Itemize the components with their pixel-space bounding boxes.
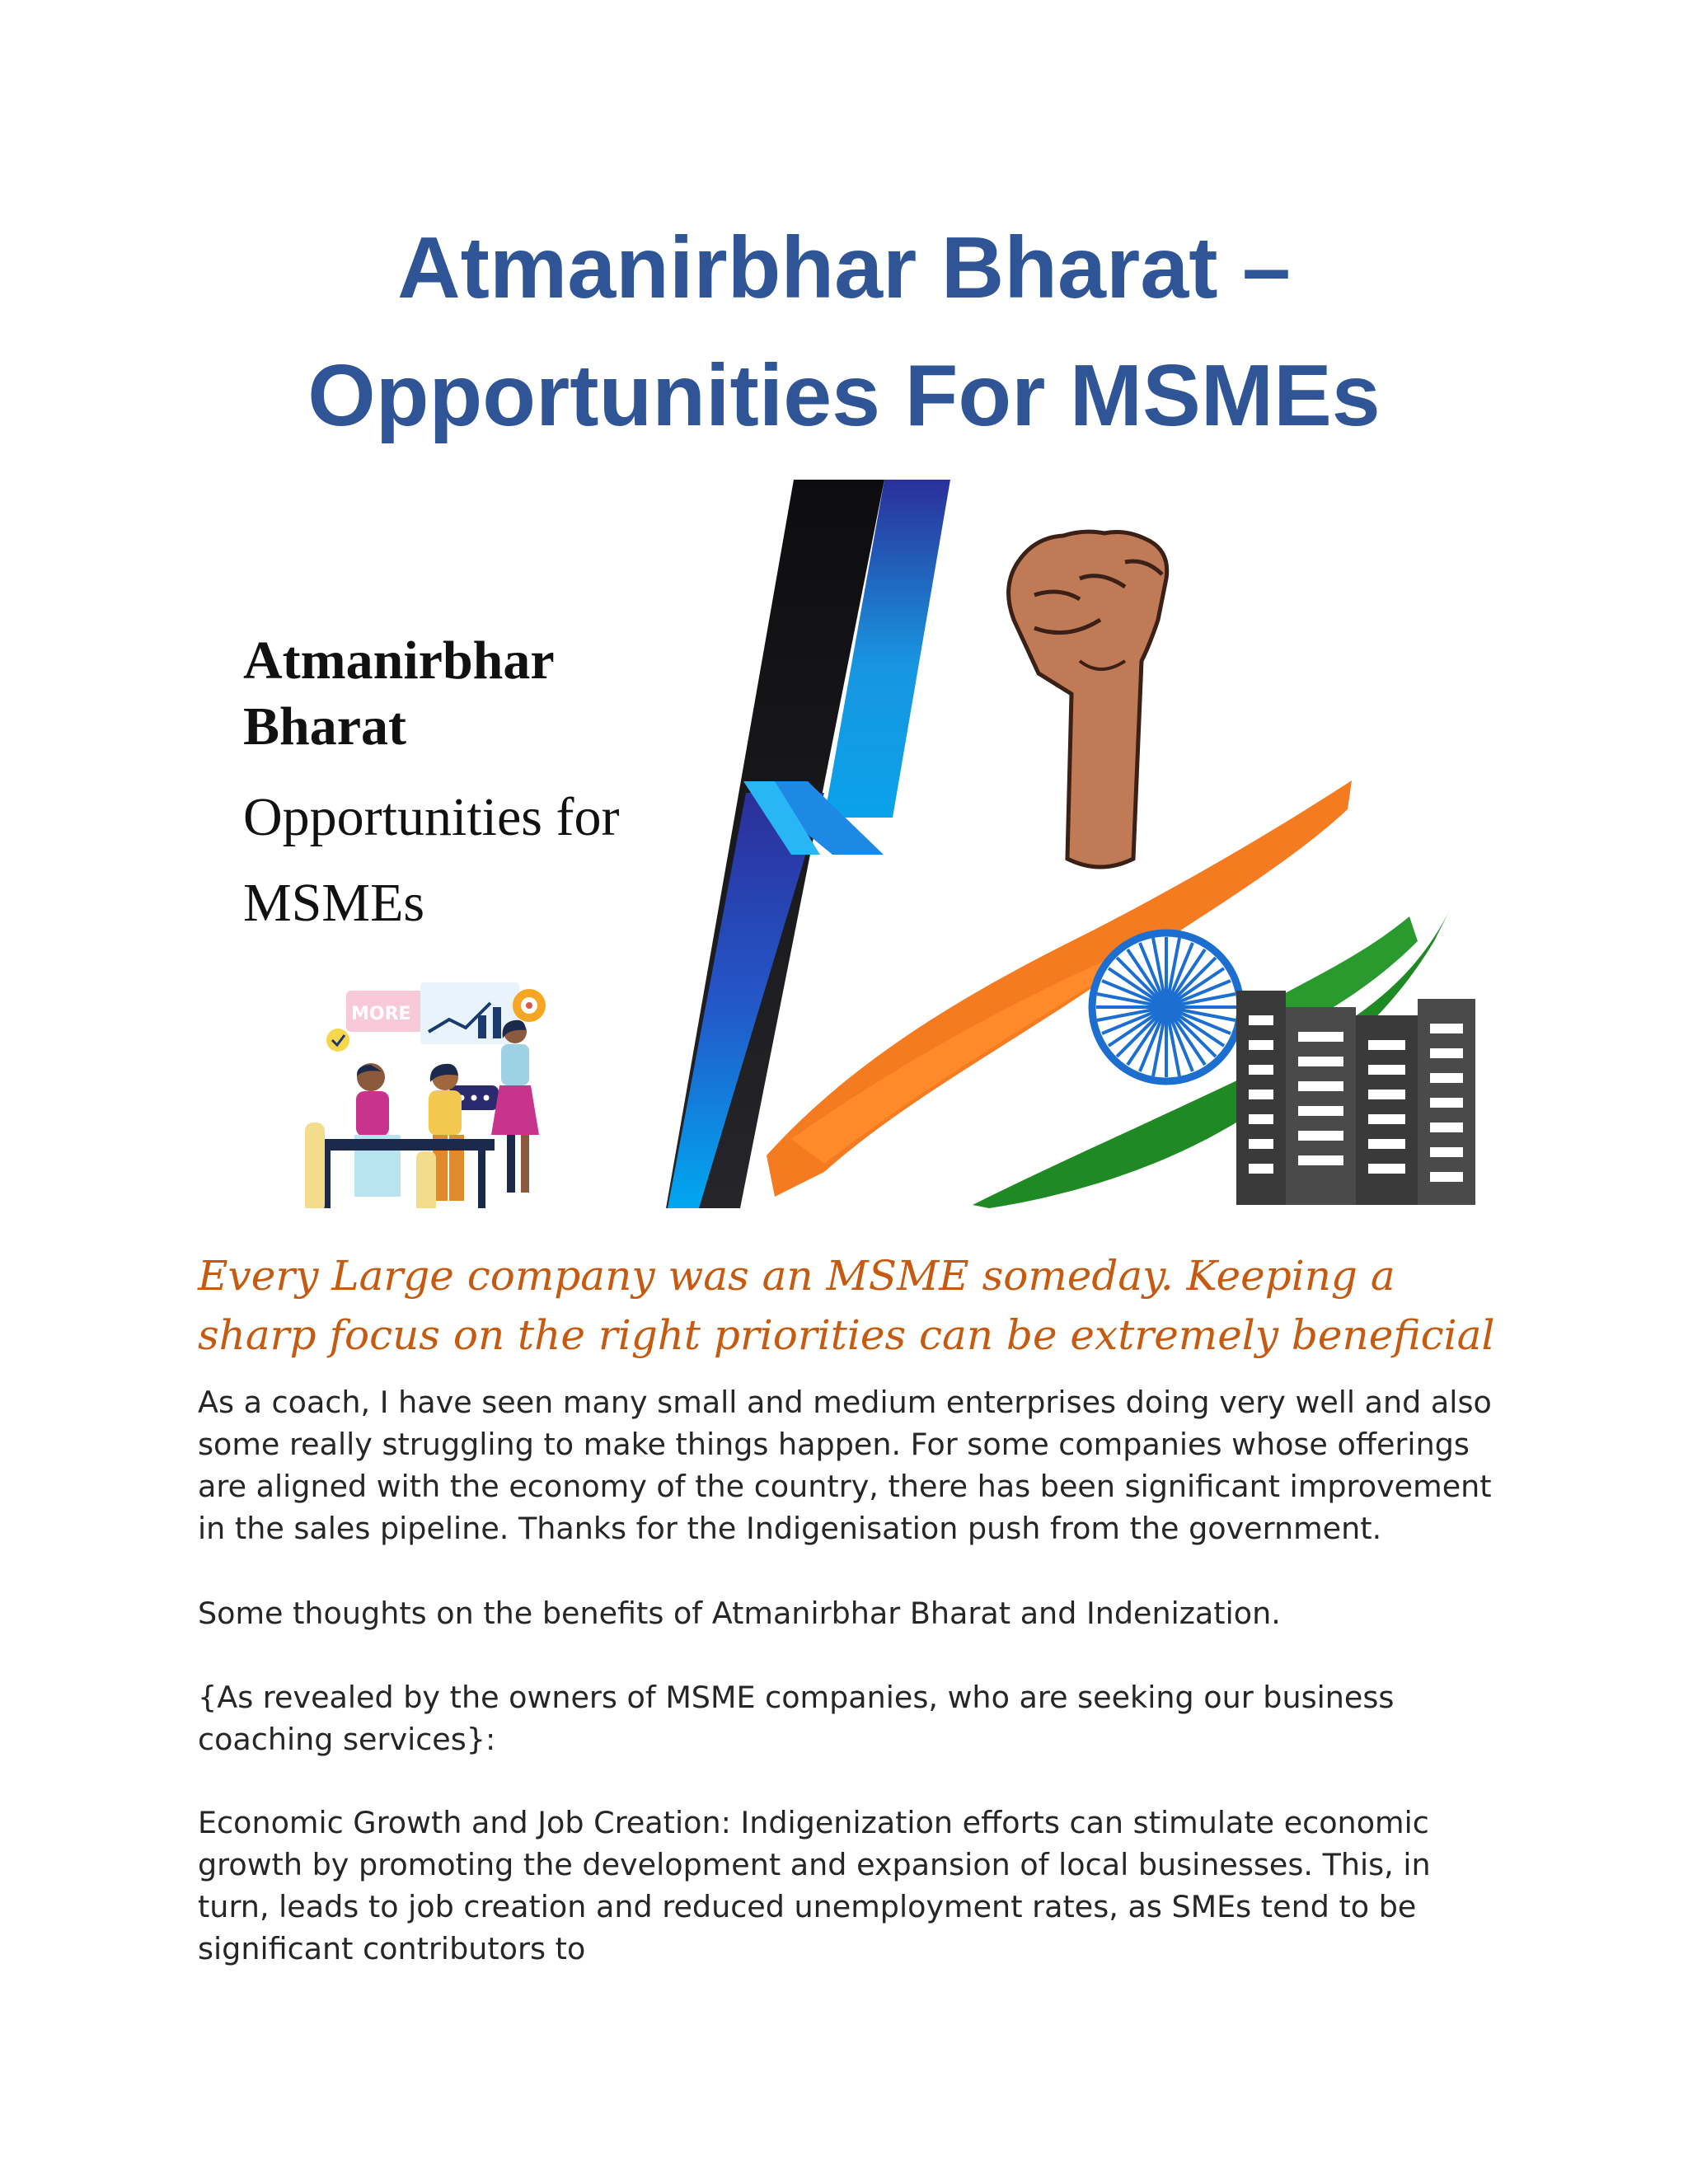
office-buildings-icon: [1236, 991, 1475, 1205]
badge-text: MORE: [351, 1004, 411, 1024]
hero-caption: [243, 628, 619, 946]
paragraph-economic-growth: Economic Growth and Job Creation: Indigenization efforts can stimulate economic growth by promoting the development and expansion of local businesses. This, in turn, leads to job creation and reduced unemployment rates, as SMEs tend to be significant contributors to: [198, 1805, 1431, 1966]
title-line-2: Opportunities For MSMEs: [307, 347, 1381, 444]
page-title: [0, 204, 1688, 460]
paragraph-revealed: {As revealed by the owners of MSME companies, who are seeking our business coaching services}:: [198, 1680, 1395, 1757]
hero-bold-line-1: Atmanirbhar: [243, 630, 555, 691]
raised-fist-icon: [1009, 532, 1167, 867]
hero-banner-image: [198, 480, 1484, 1208]
paragraph-thoughts: Some thoughts on the benefits of Atmanirbhar Bharat and Indenization.: [198, 1596, 1281, 1631]
team-meeting-illustration: [305, 982, 546, 1208]
paragraph-intro: As a coach, I have seen many small and medium enterprises doing very well and also some really struggling to make things happen. For some companies whose offerings are aligned with the economy of the country, there has been significant improvement in the sales pipeline. Thanks for the Indigenisation push from the government.: [198, 1385, 1492, 1546]
tagline-heading: Every Large company was an MSME someday. Keeping a sharp focus on the right priorities can be extremely beneficial: [198, 1252, 1495, 1359]
hero-bold-line-2: Bharat: [243, 696, 406, 757]
hero-line-4: MSMEs: [243, 873, 425, 933]
title-line-1: Atmanirbhar Bharat –: [397, 219, 1291, 316]
ashoka-chakra-icon: [1092, 933, 1240, 1081]
hero-line-3: Opportunities for: [243, 787, 620, 847]
